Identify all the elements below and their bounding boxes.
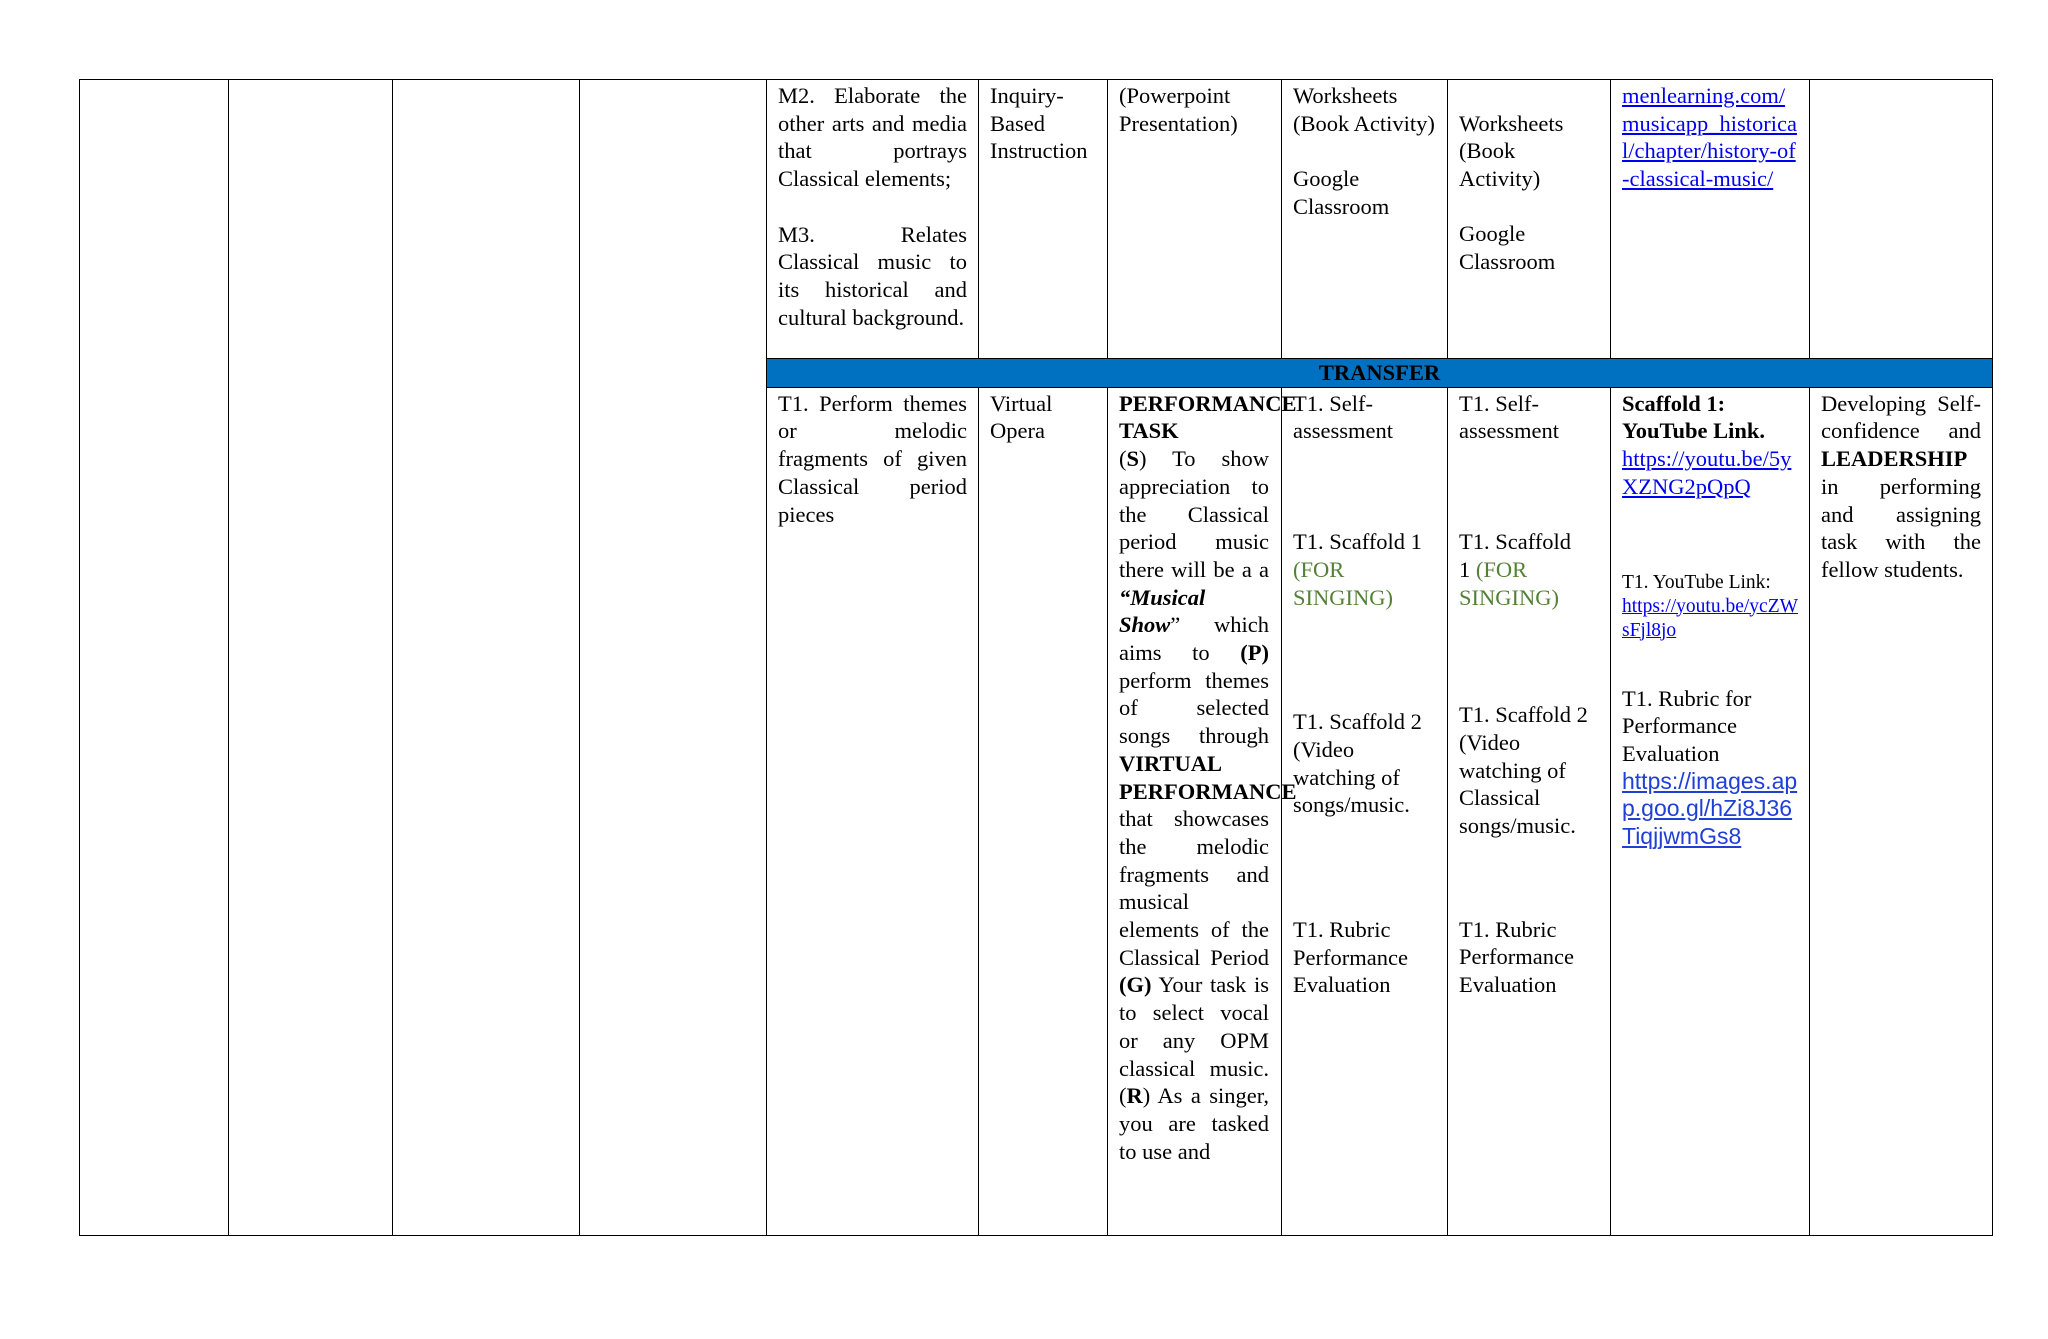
values-post: in performing and assigning task with the fellow students. [1821,473,1981,582]
virtual-performance: VIRTUAL PERFORMANCE [1119,750,1297,804]
resources-cell [1611,80,1810,359]
rubric-label: T1. Rubric for Performance Evaluation [1622,685,1752,766]
transfer-strategy: Virtual Opera [990,390,1053,444]
scaffold-2: T1. Scaffold 2 (Video watching of songs/music. [1293,709,1422,818]
assessment-cell-2 [1448,80,1611,359]
worksheets-text: Worksheets (Book Activity) [1293,83,1435,136]
empty-cell [580,80,767,1236]
values-pre: Developing Self-confidence and [1821,390,1981,444]
rubric: T1. Rubric Performance Evaluation [1293,917,1408,998]
youtube-link-1[interactable]: https://youtu.be/5yXZNG2pQpQ [1622,446,1792,499]
transfer-title: TRANSFER [1318,360,1441,385]
g-label: (G) [1119,972,1152,998]
transfer-strategy-cell [979,387,1108,1235]
transfer-objective-cell [767,387,979,1235]
transfer-resources-cell [1611,387,1810,1235]
s-label: S [1126,446,1140,472]
resource-link[interactable]: menlearning.com/musicapp_historical/chapter/history-of-classical-music/ [1622,83,1797,192]
google-classroom-text: Google Classroom [1459,221,1556,275]
empty-cell [229,80,393,1236]
youtube-link-label: T1. YouTube Link: [1622,571,1771,593]
values-bold: LEADERSHIP [1821,446,1968,472]
scaffold-1-note: (FOR SINGING) [1459,556,1559,610]
performance-task-cell: PERFORMANCE TASK (S) To show appreciation to the Classical period music there will be a a “Musical Show” which aims to (P) perform themes of selected songs through VIRTUAL PERFORMANCE that showcases the melodic fragments and musical elements of the Classical Period (G) Your task is to select vocal or any OPM classical music. (R) As a singer, you are tasked to use and [1108,387,1282,1235]
transfer-values-cell [1810,387,1993,1235]
virtual-tail: that showcases the melodic fragments and musical elements of the Classical Period [1119,806,1269,970]
objectives-cell [767,80,979,359]
self-assessment: T1. Self-assessment [1459,390,1559,444]
strategy-text: Inquiry-Based Instruction [990,83,1088,164]
transfer-assessment-cell-1 [1282,387,1448,1235]
r-text: As a singer, you are tasked to use and [1119,1083,1269,1164]
values-cell [1810,80,1993,359]
scaffold-1-note: (FOR SINGING) [1293,556,1393,610]
rubric-image-link[interactable]: https://images.app.goo.gl/hZi8J36TiqjjwmGs8 [1622,767,1798,849]
performance-task-heading: PERFORMANCE TASK [1119,390,1297,444]
rubric: T1. Rubric Performance Evaluation [1459,916,1574,998]
scaffold-1: T1. Scaffold 1 [1293,529,1422,555]
empty-cell [80,80,229,1236]
r-label: R [1126,1083,1143,1109]
scaffold-1-num: 1 [1459,556,1471,582]
g-text: Your task is to select vocal or any OPM classical music. [1119,972,1269,1081]
s-text: To show appreciation to the Classical period music there will be a a [1119,446,1269,582]
scaffold-2: T1. Scaffold 2 (Video watching of Classical songs/music. [1459,702,1588,839]
objective-m2: M2. Elaborate the other arts and media that portrays Classical elements; [778,83,967,192]
google-classroom-text: Google Classroom [1293,166,1390,219]
curriculum-table [79,79,1993,1236]
strategy-cell [979,80,1108,359]
objective-m3: M3. Relates Classical music to its historical and cultural background. [778,221,967,330]
p-text: perform themes of selected songs through [1119,667,1269,749]
youtube-link-2[interactable]: https://youtu.be/ycZWsFjl8jo [1622,595,1799,641]
worksheets-text: Worksheets (Book Activity) [1459,110,1564,192]
after-show-text: ” which aims to [1119,612,1269,666]
activity-cell [1108,80,1282,359]
assessment-cell-1 [1282,80,1448,359]
self-assessment: T1. Self-assessment [1293,390,1393,444]
table-row [80,80,1993,359]
transfer-objective: T1. Perform themes or melodic fragments of given Classical period pieces [778,390,967,527]
transfer-assessment-cell-2 [1448,387,1611,1235]
scaffold-1: T1. Scaffold [1459,529,1572,555]
transfer-header [767,359,1993,388]
scaffold-heading: Scaffold 1: YouTube Link. [1622,390,1766,444]
p-label: (P) [1240,640,1270,666]
activity-text: (Powerpoint Presentation) [1119,83,1238,136]
empty-cell [393,80,580,1236]
musical-show-title: “Musical Show [1119,584,1206,638]
